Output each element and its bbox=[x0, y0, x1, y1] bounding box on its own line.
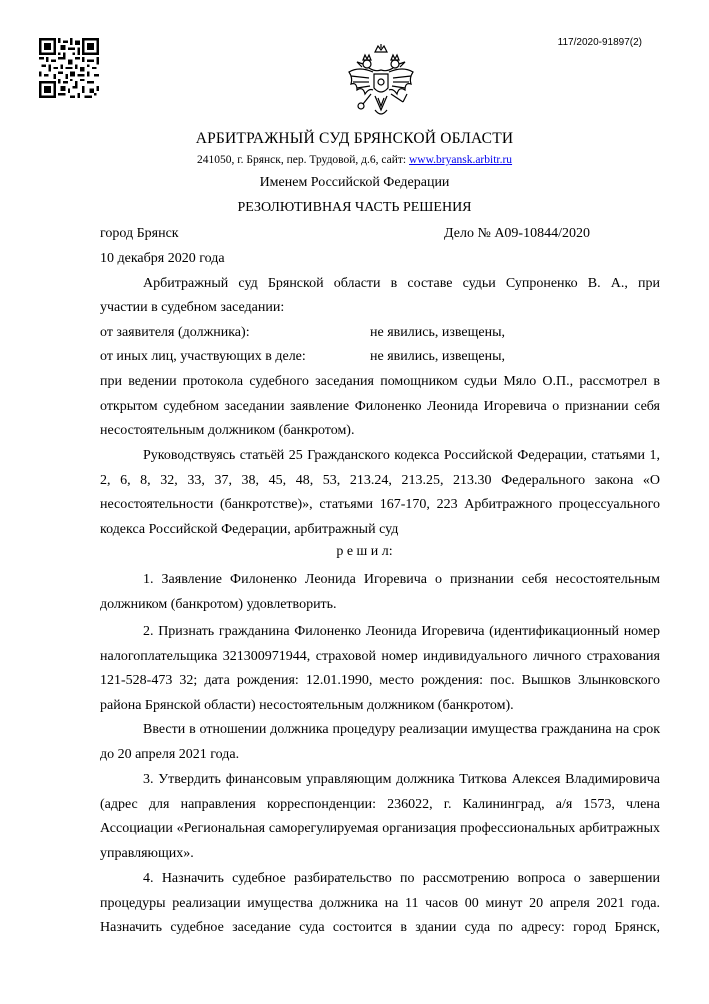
guided-paragraph bbox=[100, 444, 660, 542]
qr-code-icon bbox=[39, 38, 99, 98]
double-headed-eagle-emblem-icon bbox=[345, 42, 417, 126]
item-2-sub-text: Ввести в отношении должника процедуру реализации имущества гражданина на срок до 20 апреля 2021 года. bbox=[100, 722, 660, 762]
item-1-text: 1. Заявление Филоненко Леонида Игоревича о признании себя несостоятельным должником (банкротом) удовлетворить. bbox=[100, 572, 660, 612]
protocol-line-2: открытом судебном заседании заявление Филоненко Леонида Игоревича о признании себя bbox=[100, 399, 660, 414]
case-number: Дело № А09-10844/2020 bbox=[444, 226, 590, 241]
protocol-line-1: при ведении протокола судебного заседания помощником судьи Мяло О.П., рассмотрел в bbox=[100, 374, 660, 389]
court-address-text: 241050, г. Брянск, пер. Трудовой, д.6, сайт: bbox=[196, 154, 409, 166]
item-3-paragraph bbox=[100, 768, 660, 866]
applicant-label: от заявителя (должника): bbox=[100, 325, 250, 340]
intro-line-1: Арбитражный суд Брянской области в составе судьи Супроненко В. А., при bbox=[143, 276, 660, 291]
intro-line-2: участии в судебном заседании: bbox=[100, 300, 285, 315]
item-2-paragraph bbox=[100, 620, 660, 718]
protocol-line-3: несостоятельным должником (банкротом). bbox=[100, 423, 355, 438]
item-4-paragraph bbox=[100, 867, 660, 941]
item-1-paragraph bbox=[100, 568, 660, 617]
decided-heading: р е ш и л: bbox=[336, 544, 393, 559]
item-2-sub-paragraph bbox=[100, 718, 660, 767]
court-website-link[interactable]: www.bryansk.arbitr.ru bbox=[409, 154, 513, 166]
others-label: от иных лиц, участвующих в деле: bbox=[100, 349, 306, 364]
city: город Брянск bbox=[100, 226, 179, 241]
item-3-text: 3. Утвердить финансовым управляющим должника Титкова Алексея Владимировича (адрес для направления корреспонденции: 236022, г. Калининград, а/я 1573, члена Ассоциации «Региональная саморегулируемая организация профессиональных арбитражных управляющих». bbox=[100, 772, 660, 861]
decision-title: РЕЗОЛЮТИВНАЯ ЧАСТЬ РЕШЕНИЯ bbox=[237, 200, 472, 215]
guided-text: Руководствуясь статьёй 25 Гражданского кодекса Российской Федерации, статьями 1, 2, 6, 8, 32, 33, 37, 38, 45, 48, 53, 213.24, 213.25, 213.30 Федерального закона «О несостоятельности (банкротстве)», статьями 167-170, 223 Арбитражного процессуального кодекса Российской Федерации, арбитражный суд bbox=[100, 448, 660, 537]
decision-date: 10 декабря 2020 года bbox=[100, 251, 225, 266]
item-2-text: 2. Признать гражданина Филоненко Леонида Игоревича (идентификационный номер налогоплательщика 321300971944, страховой номер индивидуального личного страхования 121-528-473 32; дата рождения: 12.01.1990, место рождения: пос. Вышков Злынковского района Брянской области) несостоятельным должником (банкротом). bbox=[100, 624, 660, 713]
court-name: АРБИТРАЖНЫЙ СУД БРЯНСКОЙ ОБЛАСТИ bbox=[195, 130, 514, 147]
applicant-status: не явились, извещены, bbox=[370, 325, 505, 340]
document-number: 117/2020-91897(2) bbox=[557, 37, 642, 48]
item-4-text: 4. Назначить судебное разбирательство по рассмотрению вопроса о завершении процедуры реализации имущества должника на 11 часов 00 минут 20 апреля 2021 года. Назначить судебное заседание суда состоится в здании суда по адресу: город Брянск, bbox=[100, 871, 660, 936]
court-address bbox=[0, 154, 709, 166]
in-name-line: Именем Российской Федерации bbox=[259, 175, 450, 190]
others-status: не явились, извещены, bbox=[370, 349, 505, 364]
